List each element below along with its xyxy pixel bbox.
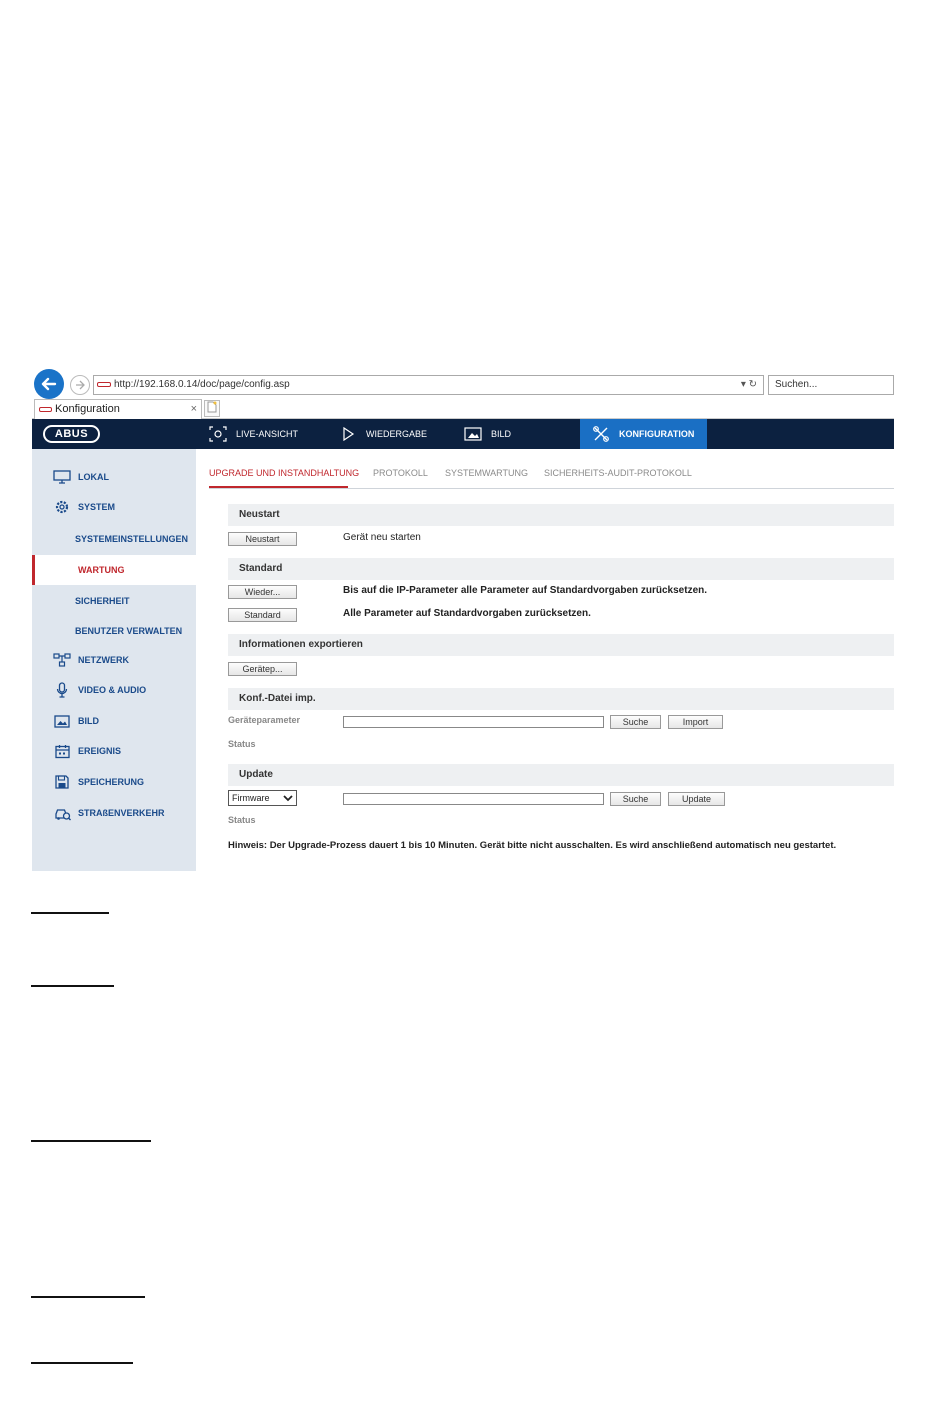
section-export-title: Informationen exportieren xyxy=(228,634,894,656)
import-browse-button[interactable]: Suche xyxy=(610,715,661,729)
nav-live-view[interactable] xyxy=(209,419,298,449)
reboot-description: Gerät neu starten xyxy=(343,532,421,543)
nav-playback[interactable] xyxy=(339,419,427,449)
update-status-label: Status xyxy=(228,815,256,825)
update-button[interactable]: Update xyxy=(668,792,725,806)
content-tab-bar xyxy=(209,462,894,489)
sidebar-item-label: NETZWERK xyxy=(78,655,129,665)
document-heading-underline xyxy=(31,985,114,987)
section-import-title: Konf.-Datei imp. xyxy=(228,688,894,710)
update-type-value: Firmware xyxy=(232,793,270,803)
sidebar-item-label: SICHERHEIT xyxy=(75,596,130,606)
update-type-select[interactable] xyxy=(228,790,297,806)
arrow-left-icon xyxy=(40,375,58,393)
nav-live-view-label: LIVE-ANSICHT xyxy=(236,429,299,439)
sidebar-item-label: BENUTZER VERWALTEN xyxy=(75,626,183,636)
import-file-path-input[interactable] xyxy=(343,716,604,728)
sidebar-item-label: BILD xyxy=(78,716,99,726)
document-heading-underline xyxy=(31,1140,151,1142)
sidebar-item-event[interactable] xyxy=(32,736,196,766)
nav-configuration-label: KONFIGURATION xyxy=(619,429,695,439)
default-description: Alle Parameter auf Standardvorgaben zurücksetzen. xyxy=(343,608,591,619)
sidebar-item-maintenance[interactable] xyxy=(32,555,196,585)
sidebar-item-system[interactable] xyxy=(32,492,196,522)
car-search-icon xyxy=(52,805,72,821)
nav-configuration[interactable] xyxy=(580,419,707,449)
update-browse-button[interactable]: Suche xyxy=(610,792,661,806)
tab-title: Konfiguration xyxy=(55,403,120,415)
calendar-icon xyxy=(52,743,72,759)
restore-description: Bis auf die IP-Parameter alle Parameter auf Standardvorgaben zurücksetzen. xyxy=(343,585,708,596)
sidebar-item-label: VIDEO & AUDIO xyxy=(78,685,147,695)
forward-button[interactable] xyxy=(70,375,90,395)
favicon-icon xyxy=(97,382,111,387)
import-button[interactable]: Import xyxy=(668,715,723,729)
sidebar-item-label: STRAßENVERKEHR xyxy=(78,808,165,818)
document-heading-underline xyxy=(31,1362,133,1364)
export-device-params-button[interactable]: Gerätep... xyxy=(228,662,297,676)
tab-favicon-icon xyxy=(39,407,52,412)
browser-toolbar xyxy=(32,367,894,399)
document-heading-underline xyxy=(31,912,109,914)
nav-image[interactable] xyxy=(464,419,511,449)
new-tab-icon xyxy=(207,401,217,413)
play-icon xyxy=(339,426,357,442)
upgrade-notice: Hinweis: Der Upgrade-Prozess dauert 1 bis 10 Minuten. Gerät bitte nicht ausschalten. Es wird anschließend automatisch neu gestartet. xyxy=(228,840,837,851)
sidebar xyxy=(32,449,196,871)
sidebar-item-system-settings[interactable] xyxy=(32,524,196,554)
browser-tab[interactable] xyxy=(34,399,202,419)
microphone-icon xyxy=(52,682,72,698)
network-icon xyxy=(52,652,72,668)
image-icon xyxy=(52,713,72,729)
sidebar-item-label: LOKAL xyxy=(78,472,109,482)
sidebar-item-local[interactable] xyxy=(32,462,196,492)
gear-icon xyxy=(52,499,72,515)
nav-playback-label: WIEDERGABE xyxy=(366,429,428,439)
section-default-title: Standard xyxy=(228,558,894,580)
address-bar-url: http://192.168.0.14/doc/page/config.asp xyxy=(114,379,290,390)
section-reboot-title: Neustart xyxy=(228,504,894,526)
browser-tab-strip xyxy=(32,399,894,419)
save-icon xyxy=(52,774,72,790)
tab-close-icon[interactable]: × xyxy=(190,403,197,415)
image-icon xyxy=(464,426,482,442)
monitor-icon xyxy=(52,469,72,485)
sidebar-item-traffic[interactable] xyxy=(32,798,196,828)
live-view-icon xyxy=(209,426,227,442)
arrow-right-icon xyxy=(74,379,86,391)
sidebar-item-label: WARTUNG xyxy=(78,565,125,575)
sidebar-item-security[interactable] xyxy=(32,586,196,616)
tab-system-maintenance[interactable]: SYSTEMWARTUNG xyxy=(445,468,529,478)
import-status-label: Status xyxy=(228,739,256,749)
restore-button[interactable]: Wieder... xyxy=(228,585,297,599)
chevron-down-icon xyxy=(283,791,293,809)
device-params-label: Geräteparameter xyxy=(228,715,301,725)
default-button[interactable]: Standard xyxy=(228,608,297,622)
back-button[interactable] xyxy=(34,369,64,399)
sidebar-item-label: SPEICHERUNG xyxy=(78,777,145,787)
sidebar-item-label: SYSTEMEINSTELLUNGEN xyxy=(75,534,189,544)
nav-image-label: BILD xyxy=(491,429,512,439)
address-bar[interactable] xyxy=(93,375,764,395)
tab-upgrade-maintenance[interactable]: UPGRADE UND INSTANDHALTUNG xyxy=(209,462,348,488)
update-file-path-input[interactable] xyxy=(343,793,604,805)
browser-search-input[interactable]: Suchen... xyxy=(768,375,894,395)
refresh-icon[interactable]: ▾ ↻ xyxy=(740,379,757,390)
section-update-title: Update xyxy=(228,764,894,786)
new-tab-button[interactable] xyxy=(204,400,220,417)
sidebar-item-label: EREIGNIS xyxy=(78,746,122,756)
sidebar-item-network[interactable] xyxy=(32,645,196,675)
reboot-button[interactable]: Neustart xyxy=(228,532,297,546)
sidebar-item-video-audio[interactable] xyxy=(32,675,196,705)
tab-security-audit-log[interactable]: SICHERHEITS-AUDIT-PROTOKOLL xyxy=(544,468,692,478)
abus-logo: ABUS xyxy=(43,425,100,443)
main-navigation xyxy=(32,419,894,449)
sidebar-item-storage[interactable] xyxy=(32,767,196,797)
sidebar-item-label: SYSTEM xyxy=(78,502,116,512)
tools-icon xyxy=(592,426,610,442)
document-heading-underline xyxy=(31,1296,145,1298)
tab-log[interactable]: PROTOKOLL xyxy=(373,468,428,478)
sidebar-item-image[interactable] xyxy=(32,706,196,736)
sidebar-item-user-management[interactable] xyxy=(32,616,196,646)
